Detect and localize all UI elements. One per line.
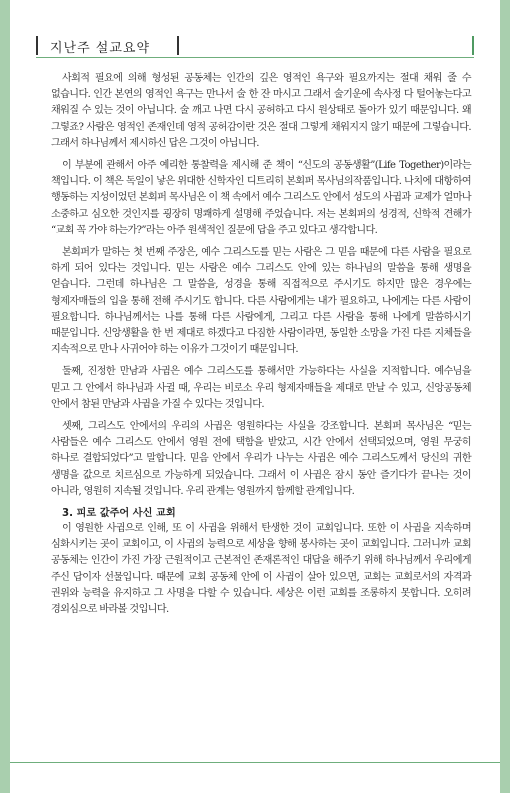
paragraph-3: 본회퍼가 말하는 첫 번째 주장은, 예수 그리스도를 믿는 사람은 그 믿음 때문에 다른 사람을 필요로 하게 되어 있다는 것입니다. 믿는 사람은 예수 그리스도 안에 있는 하나님의 말씀을 통해 생명을 얻습니다. 그런데 하나님은 그 말씀을, 성경을 통해 직접적으로 주시기도 하지만 많은 경우에는 형제자매들의 입을 통해 전해 주시기도 합니다. 다른 사람에게는 내가 필요하고, 나에게는 다른 사람이 필요합니다. 하나님께서는 나를 통해 다른 사람에게, 그리고 다른 사람을 통해 나에게 말씀하시기 때문입니다. 신앙생활을 한 번 제대로 하겠다고 다짐한 사람이라면, 동일한 소망을 가진 다른 지체들을 지속적으로 만나 사귀어야 하는 이유가 그것이기 때문입니다. [51, 247, 471, 356]
footer-divider [10, 762, 500, 763]
page-title: 지난주 설교요약 [50, 41, 151, 56]
section-heading: 3. 피로 값주어 사신 교회 [62, 508, 176, 520]
header-left-bar [36, 36, 38, 55]
paragraph-1: 사회적 필요에 의해 형성된 공동체는 인간의 깊은 영적인 욕구와 필요까지는 절대 채워 줄 수 없습니다. 인간 본연의 영적인 욕구는 만나서 술 한 잔 마시고 그래서 술기운에 속사정 다 털어놓는다고 채워질 수 있는 것이 아닙니다. 술 깨고 나면 다시 공허하고 다시 원상태로 돌아가 있기 때문입니다. 왜 그렇죠? 사람은 영적인 존재인데 영적 공허감이란 것은 절대 그렇게 채워지지 않기 때문에 그렇습니다. 그래서 하나님께서 제시하신 답은 그것이 아닙니다. [51, 73, 471, 149]
sermon-summary-body [51, 71, 471, 618]
page-header [36, 36, 474, 56]
paragraph-2: 이 부분에 관해서 아주 예리한 통찰력을 제시해 준 책이 “신도의 공동생활”(Life Together)이라는 책입니다. 이 책은 독일이 낳은 위대한 신학자인 디트리히 본회퍼 목사님의작품입니다. 나치에 대항하여 행동하는 지성이었던 본회퍼 목사님은 이 책 속에서 예수 그리스도 안에서 성도의 사귐과 교제가 얼마나 소중하고 심오한 것인지를 굉장히 명쾌하게 설명해 주었습니다. 저는 본회퍼의 성경적, 신학적 견해가 “교회 꼭 가야 하는가?”라는 아주 원색적인 질문에 답을 주고 있다고 생각합니다. [51, 160, 471, 236]
paragraph-4: 둘째, 진정한 만남과 사귐은 예수 그리스도를 통해서만 가능하다는 사실을 지적합니다. 예수님을 믿고 그 안에서 하나님과 사귈 때, 우리는 비로소 우리 형제자매들을 제대로 만날 수 있고, 신앙공동체 안에서 참된 만남과 사귐을 가질 수 있다는 것입니다. [51, 366, 471, 410]
header-right-bar [472, 36, 474, 55]
bulletin-page [10, 0, 500, 793]
section-paragraph: 이 영원한 사귐으로 인해, 또 이 사귐을 위해서 탄생한 것이 교회입니다. 또한 이 사귐을 지속하며 심화시키는 곳이 교회이고, 이 사귐의 능력으로 세상을 향해 봉사하는 곳이 교회입니다. 그러니까 교회 공동체는 인간이 가진 가장 근원적이고 근본적인 존재론적인 대답을 해주기 위해 하나님께서 우리에게 주신 답이자 선물입니다. 때문에 교회 공동체 안에 이 사귐이 살아 있으면, 교회는 교회로서의 자격과 권위와 능력을 유지하고 그 사명을 다할 수 있습니다. 세상은 이런 교회를 조롱하지 못합니다. 오히려 경외심으로 바라볼 것입니다. [51, 523, 471, 616]
paragraph-5: 셋째, 그리스도 안에서의 우리의 사귐은 영원하다는 사실을 강조합니다. 본회퍼 목사님은 “믿는 사람들은 예수 그리스도 안에서 영원 전에 택함을 받았고, 시간 안에서 선택되었으며, 영원 무궁히 하나로 결합되었다”고 말합니다. 믿음 안에서 우리가 나누는 사귐은 예수 그리스도께서 당신의 귀한 생명을 값으로 치르심으로 가능하게 되었습니다. 그래서 이 사귐은 잠시 동안 즐기다가 끝나는 것이 아니라, 영원히 지속될 것입니다. 우리 관계는 영원까지 함께할 관계입니다. [51, 421, 471, 497]
header-divider [36, 57, 474, 58]
header-mid-bar [177, 36, 179, 55]
